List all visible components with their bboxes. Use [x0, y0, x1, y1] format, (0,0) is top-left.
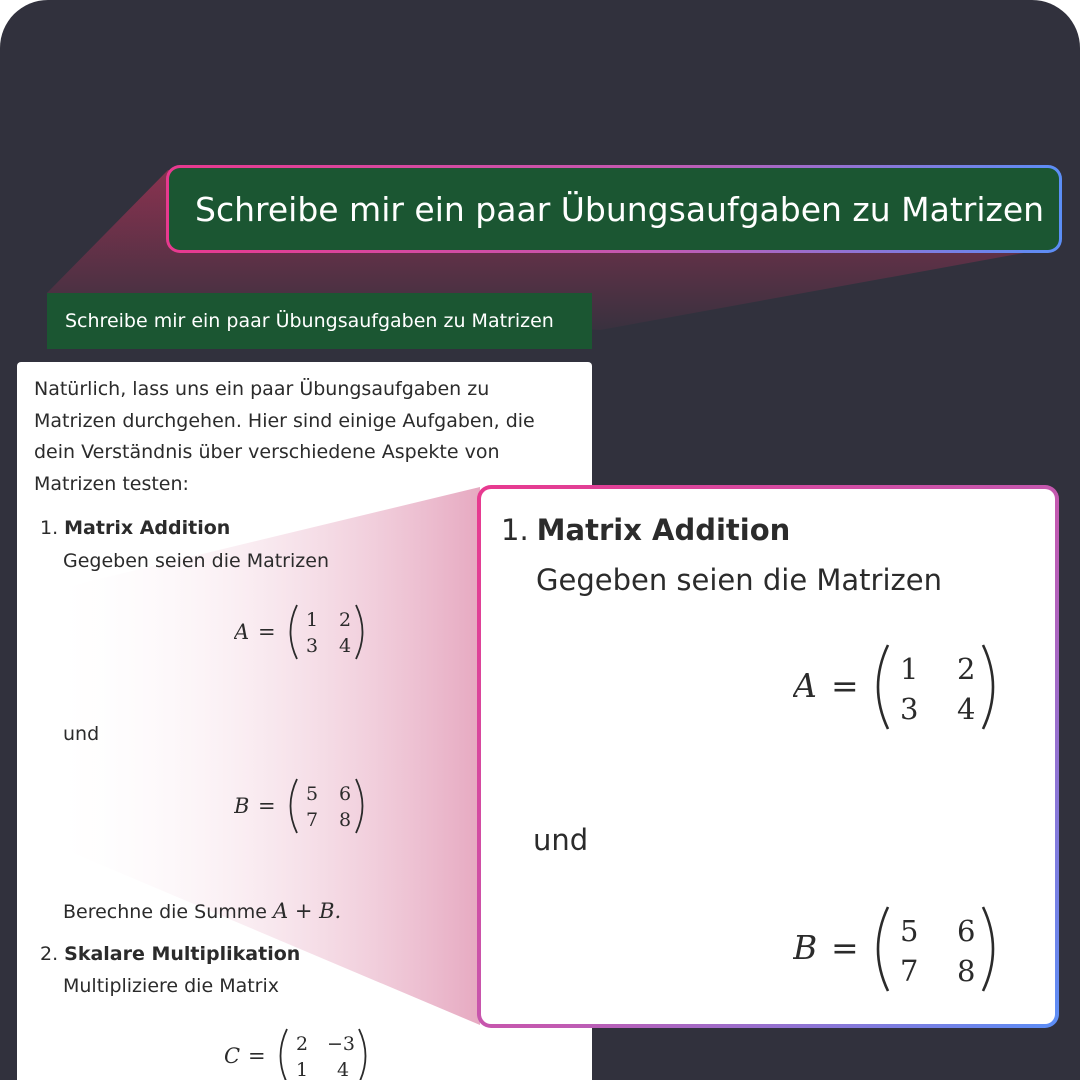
zoom-matrix-b-equals: =	[831, 928, 859, 967]
zoom-matrix-a-cell: 1	[900, 652, 919, 686]
task-1-title: Matrix Addition	[64, 517, 231, 539]
matrix-a-cell: 1	[306, 609, 319, 631]
intro-line: dein Verständnis über verschiedene Aspekte von	[34, 441, 500, 463]
matrix-c-svg	[224, 1024, 404, 1080]
matrix-b-equals: =	[258, 794, 276, 818]
zoom-matrix-b-cell: 5	[900, 914, 919, 948]
zoom-matrix-a-equals: =	[831, 666, 859, 705]
zoom-task-1-text: Gegeben seien die Matrizen	[536, 563, 942, 597]
zoom-matrix-b-cell: 6	[957, 914, 976, 948]
task-1-instruction	[63, 899, 341, 923]
zoom-matrix-a-equation	[793, 639, 1013, 739]
matrix-b-cell: 5	[306, 783, 319, 805]
matrix-a-cell: 3	[306, 635, 319, 657]
zoom-task-1-heading	[501, 513, 790, 547]
matrix-b-name: B	[234, 794, 250, 818]
zoom-matrix-a-cell: 3	[900, 692, 919, 726]
zoom-matrix-a-cell: 4	[957, 692, 976, 726]
matrix-c-cell: 2	[296, 1033, 309, 1055]
matrix-b-equation	[234, 774, 384, 842]
zoom-matrix-b-svg	[793, 901, 1013, 997]
task-1-heading	[40, 517, 230, 539]
matrix-c-cell: 4	[337, 1059, 350, 1080]
matrix-c-equation	[224, 1024, 404, 1080]
matrix-c-cell: −3	[327, 1033, 356, 1055]
matrix-a-equals: =	[258, 620, 276, 644]
matrix-a-cell: 2	[339, 609, 352, 631]
matrix-b-svg	[234, 774, 384, 838]
task-2-title: Skalare Multiplikation	[64, 943, 301, 965]
prompt-zoom-text: Schreibe mir ein paar Übungsaufgaben zu Matrizen	[169, 168, 1059, 250]
matrix-b-cell: 7	[306, 809, 319, 831]
intro-line: Matrizen testen:	[34, 472, 189, 495]
matrix-c-name: C	[224, 1044, 241, 1068]
task-2-text: Multipliziere die Matrix	[63, 975, 280, 997]
prompt-zoom-callout	[166, 165, 1062, 253]
zoom-task-1-title: Matrix Addition	[536, 513, 791, 547]
matrix-c-cell: 1	[296, 1059, 309, 1080]
matrix-c-equals: =	[248, 1044, 266, 1068]
user-prompt-bubble: Schreibe mir ein paar Übungsaufgaben zu Matrizen	[47, 293, 592, 349]
matrix-a-svg	[234, 600, 384, 664]
zoom-task-1-connector: und	[533, 823, 589, 857]
matrix-a-equation	[234, 600, 384, 668]
task-1-number: 1.	[40, 517, 59, 539]
zoom-matrix-b-name: B	[793, 928, 818, 967]
matrix-a-cell: 4	[339, 635, 352, 657]
task-zoom-panel	[481, 489, 1055, 1024]
zoom-matrix-b-equation	[793, 901, 1013, 1001]
zoom-task-1-number: 1.	[501, 513, 529, 547]
zoom-matrix-b-cell: 8	[957, 954, 976, 988]
task-zoom-callout	[477, 485, 1059, 1028]
task-1-text: Gegeben seien die Matrizen	[63, 550, 329, 572]
task-1-connector: und	[63, 723, 100, 745]
matrix-b-cell: 8	[339, 809, 352, 831]
task-2-number: 2.	[40, 943, 59, 965]
intro-line: Natürlich, lass uns ein paar Übungsaufgaben zu	[34, 378, 490, 400]
intro-line: Matrizen durchgehen. Hier sind einige Aufgaben, die	[34, 409, 535, 432]
task-1-instruction-math: A + B.	[273, 899, 342, 923]
zoom-matrix-a-name: A	[793, 666, 817, 705]
task-2-heading	[40, 943, 300, 965]
zoom-matrix-a-svg	[793, 639, 1013, 735]
matrix-a-name: A	[234, 620, 250, 644]
zoom-matrix-b-cell: 7	[900, 954, 919, 988]
matrix-b-cell: 6	[339, 783, 352, 805]
task-1-instruction-text: Berechne die Summe	[63, 901, 267, 923]
zoom-matrix-a-cell: 2	[957, 652, 976, 686]
